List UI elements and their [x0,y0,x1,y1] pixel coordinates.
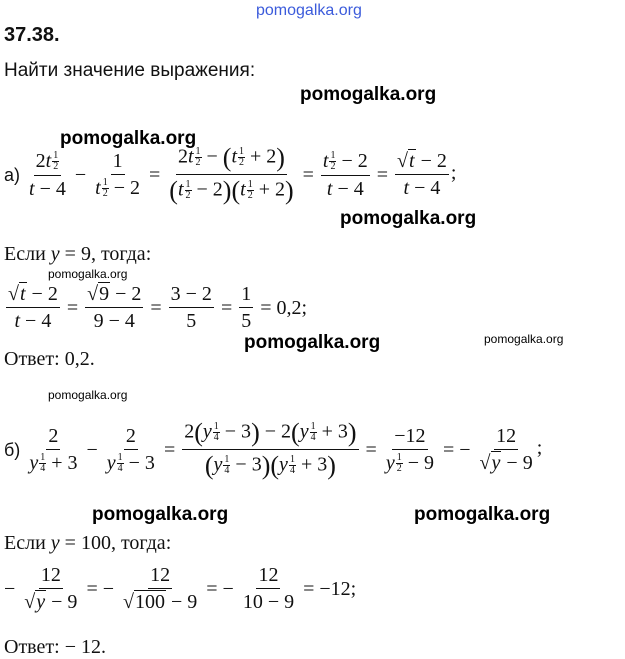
watermark-top: pomogalka.org [256,2,362,19]
answer-value: − 12. [64,636,106,658]
problem-title: Найти значение выражения: [4,60,256,81]
watermark: pomogalka.org [244,332,381,353]
if-text: Если [4,243,46,265]
watermark: pomogalka.org [92,504,229,525]
watermark: pomogalka.org [48,267,128,281]
watermark: pomogalka.org [60,128,197,149]
variable: y [50,532,60,554]
watermark: pomogalka.org [414,504,551,525]
if-eq: = 100, тогда: [64,532,172,554]
answer-label: Ответ: [4,348,60,370]
calculation-a: $\frac{√t - 2}{t - 4}$ = $\frac{√9 - 2}{9 - 4}$ = $\frac{3 - 2}{5}$ = $\frac{1}{5}$ = 0,2; [8,283,308,332]
answer-value: 0,2. [64,348,95,370]
problem-number: 37.38. [4,24,60,46]
watermark: pomogalka.org [48,388,128,402]
equation-a: а) 2t $\frac{1}{2}$ t − 4 − 1 t $\frac{1}{2}$ − 2 = 2t $\frac{1}{2}$ − (t $\frac{1}{2}$ + 2) (t $\frac{1}{2}$ − 2)(t $\frac{1}{2}$ + 2) = t $\frac{1}{2}$ − 2 t − 4 = $\frac{√t - 2}{t - 4}$ ; [4,143,457,205]
watermark: pomogalka.org [340,208,477,229]
part-b-label: б) [4,439,21,460]
watermark: pomogalka.org [300,84,437,105]
calculation-b: − $\frac{12}{√y - 9}$ = − $\frac{12}{√100 - 9}$ = − $\frac{12}{10 - 9}$ = −12; [4,564,357,613]
if-eq: = 9, тогда: [64,243,152,265]
answer-b [4,636,106,659]
watermark: pomogalka.org [484,332,564,346]
condition-b [4,532,171,555]
answer-label: Ответ: [4,636,60,658]
if-text: Если [4,532,46,554]
variable: y [50,243,60,265]
condition-a [4,243,151,266]
answer-a [4,348,95,371]
equation-b: б) 2 y $\frac{1}{4}$ + 3 − 2 y $\frac{1}{4}$ − 3 = 2(y $\frac{1}{4}$ − 3) − 2(y $\frac{1}{4}$ + 3) (y $\frac{1}{4}$ − 3)(y $\frac{1}{4}$ + 3) = −12 y $\frac{1}{2}$ − 9 = − $\frac{12}{√y - 9}$ ; [4,418,543,480]
part-a-label: а) [4,164,21,185]
